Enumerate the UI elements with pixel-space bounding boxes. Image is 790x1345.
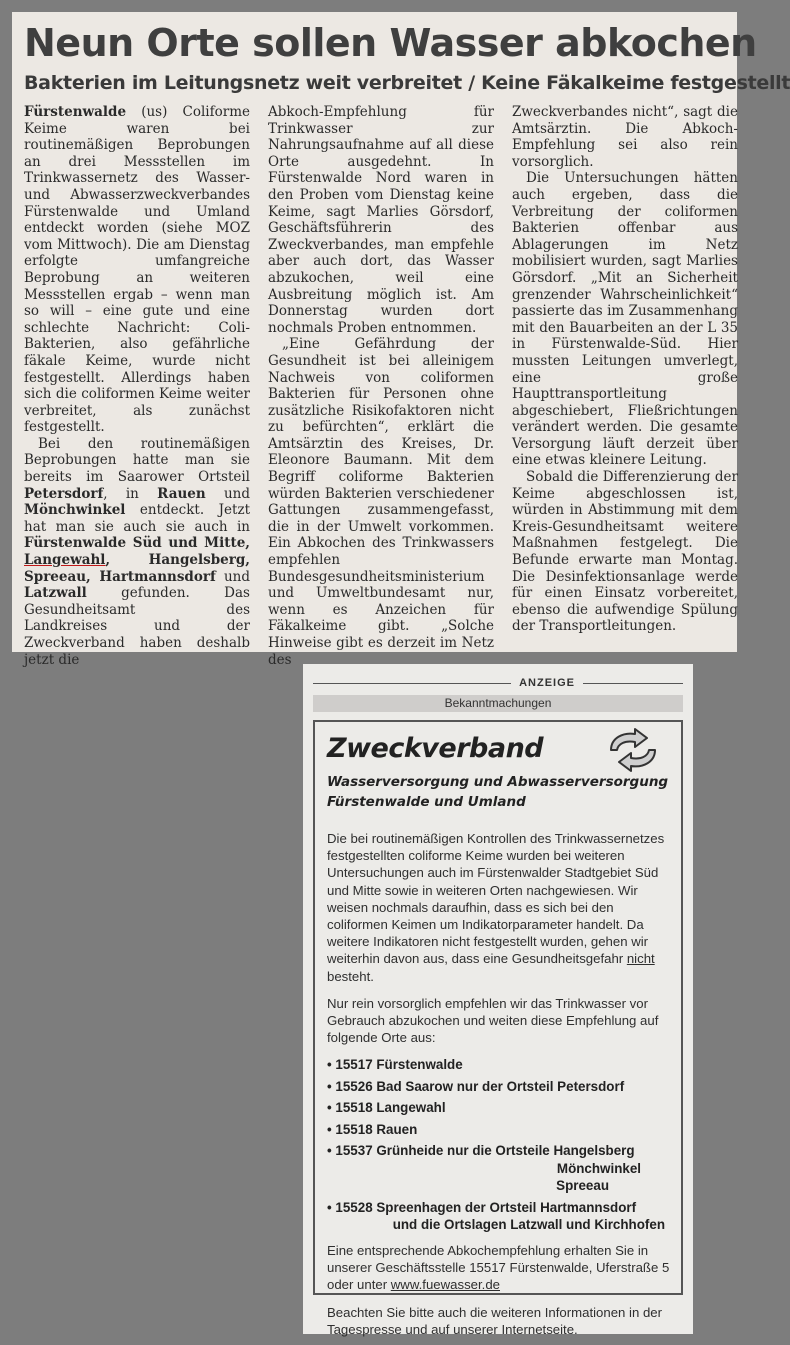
recycle-arrows-icon: [601, 728, 665, 772]
emphasis-nicht: nicht: [626, 951, 655, 967]
underlined-place: Langewahl: [24, 552, 106, 569]
brand-subtitle: Wasserversorgung und Abwasserversorgung Fürstenwalde und Umland: [327, 774, 669, 810]
article-paragraph: Die Untersuchungen hätten auch ergeben, dass die Verbreitung der coliformen Bakterien offenbar aus Ablagerungen im Netz mobilisiert wurden, sagt Marlies Görsdorf. „Mit an Sicherheit grenzender Wahrscheinlichkeit“ passierte das im Zusammenhang mit den Bauarbeiten an der L 35 in Fürstenwalde-Süd. Hier mussten Leitungen umverlegt, eine große Haupttransportleitung abgeschiebert, Fließrichtungen verändert werden. Die gesamte Versorgung läuft derzeit über eine etwas kleinere Leitung.: [512, 170, 738, 469]
ad-section-label: Bekanntmachungen: [313, 695, 683, 712]
article-subheadline: Bakterien im Leitungsnetz weit verbreitet / Keine Fäkalkeime festgestellt: [24, 72, 790, 94]
article-paragraph: „Eine Gefährdung der Gesundheit ist bei alleinigem Nachweis von coliformen Bakterien für Personen ohne zusätzliche Risikofaktoren nicht zu befürchten“, erklärt die Amtsärztin des Kreises, Dr. Eleonore Baumann. Mit dem Begriff coliforme Bakterien würden Bakterien verschiedener Gattungen zusammengefasst, die in der Umwelt vorkommen. Ein Abkochen des Trinkwassers empfehlen Bundesgesundheitsministerium und Umweltbundesamt nur, wenn es Anzeichen für Fäkalkeime gibt. „Solche Hinweise gibt es derzeit im Netz des: [268, 336, 494, 668]
divider: [583, 683, 683, 684]
advertisement: [303, 664, 693, 1337]
ad-label: ANZEIGE: [519, 677, 575, 689]
ad-body: [327, 830, 671, 1338]
article-columns: [24, 104, 738, 668]
article-paragraph: Fürstenwalde (us) Coliforme Keime waren bei routinemäßigen Beprobungen an drei Messstellen im Trinkwassernetz des Wasser- und Abwasserzweckverbandes Fürstenwalde und Umland entdeckt worden (siehe MOZ vom Mittwoch). Die am Dienstag erfolgte umfangreiche Beprobung an weiteren Messstellen ergab – wenn man so will – eine gute und eine schlechte Nachricht: Coli-Bakterien, also gefährliche fäkale Keime, wurde nicht festgestellt. Allerdings haben sich die coliformen Keime weiter verbreitet, als zunächst festgestellt.: [24, 104, 250, 436]
places-list: [327, 1056, 671, 1234]
divider: [313, 683, 511, 684]
list-item: • 15526 Bad Saarow nur der Ortsteil Petersdorf: [327, 1078, 625, 1094]
list-item: • 15537 Grünheide nur die Ortsteile Hangelsberg Mönchwinkel Spreeau: [327, 1143, 641, 1194]
news-article: [12, 12, 790, 668]
article-column-3: [512, 104, 738, 668]
list-item: • 15517 Fürstenwalde: [327, 1057, 463, 1073]
article-paragraph: Zweckverbandes nicht“, sagt die Amtsärztin. Die Abkoch-Empfehlung sei also rein vorsorglich.: [512, 104, 738, 170]
ad-paragraph: Nur rein vorsorglich empfehlen wir das Trinkwasser vor Gebrauch abzukochen und weiten diese Empfehlung auf folgende Orte aus:: [327, 995, 659, 1046]
ad-paragraph: Beachten Sie bitte auch die weiteren Informationen in der Tagespresse und auf unserer Internetseite.: [327, 1304, 663, 1337]
article-column-2: [268, 104, 494, 668]
ad-header: [313, 674, 683, 692]
ad-paragraph: Die bei routinemäßigen Kontrollen des Trinkwassernetzes festgestellten coliforme Keime wurden bei weiteren Untersuchungen auch im Fürstenwalder Stadtgebiet Süd und Mitte sowie in weiteren Orten nachgewiesen. Wir weisen nochmals daraufhin, dass es sich bei den coliformen Keimen um Indikatorparameter handelt. Da weitere Indikatoren nicht festgestellt wurden, gehen wir weiterhin davon aus, dass eine Gesundheitsgefahr nicht besteht.: [327, 831, 665, 984]
website-link[interactable]: www.fuewasser.de: [390, 1277, 500, 1293]
list-item: • 15528 Spreenhagen der Ortsteil Hartmannsdorf und die Ortslagen Latzwall und Kirchhofen: [327, 1199, 665, 1233]
list-item: • 15518 Langewahl: [327, 1100, 446, 1116]
article-paragraph: Bei den routinemäßigen Beprobungen hatte man sie bereits im Saarower Ortsteil Petersdorf, in Rauen und Mönchwinkel entdeckt. Jetzt hat man sie auch sie auch in Fürstenwalde Süd und Mitte, Langewahl, Hangelsberg, Spreeau, Hartmannsdorf und Latzwall gefunden. Das Gesundheitsamt des Landkreises und der Zweckverband haben deshalb jetzt die: [24, 435, 250, 668]
article-paragraph: Sobald die Differenzierung der Keime abgeschlossen ist, würden in Abstimmung mit dem Kreis-Gesundheitsamt weitere Maßnahmen festgelegt. Die Befunde erwarte man Montag. Die Desinfektionsanlage werde für einen Einsatz vorbereitet, ebenso die aufwendige Spülung der Transportleitungen.: [512, 469, 738, 635]
ad-notice-box: [313, 720, 683, 1337]
article-column-1: [24, 104, 250, 668]
ad-paragraph: Eine entsprechende Abkochempfehlung erhalten Sie in unserer Geschäftsstelle 15517 Fürstenwalde, Uferstraße 5 oder unter www.fuewasser.de: [327, 1242, 670, 1293]
brand-name: Zweckverband: [327, 733, 544, 764]
article-headline: Neun Orte sollen Wasser abkochen: [24, 21, 757, 65]
dateline-place: Fürstenwalde: [24, 104, 127, 120]
list-item: • 15518 Rauen: [327, 1121, 418, 1137]
article-paragraph: Abkoch-Empfehlung für Trinkwasser zur Nahrungsaufnahme auf all diese Orte ausgedehnt. In Fürstenwalde Nord waren in den Proben vom Dienstag keine Keime, sagt Marlies Görsdorf, Geschäftsführerin des Zweckverbandes, man empfehle aber auch dort, das Wasser abzukochen, weil eine Ausbreitung möglich ist. Am Donnerstag wurden dort nochmals Proben entnommen.: [268, 104, 494, 336]
